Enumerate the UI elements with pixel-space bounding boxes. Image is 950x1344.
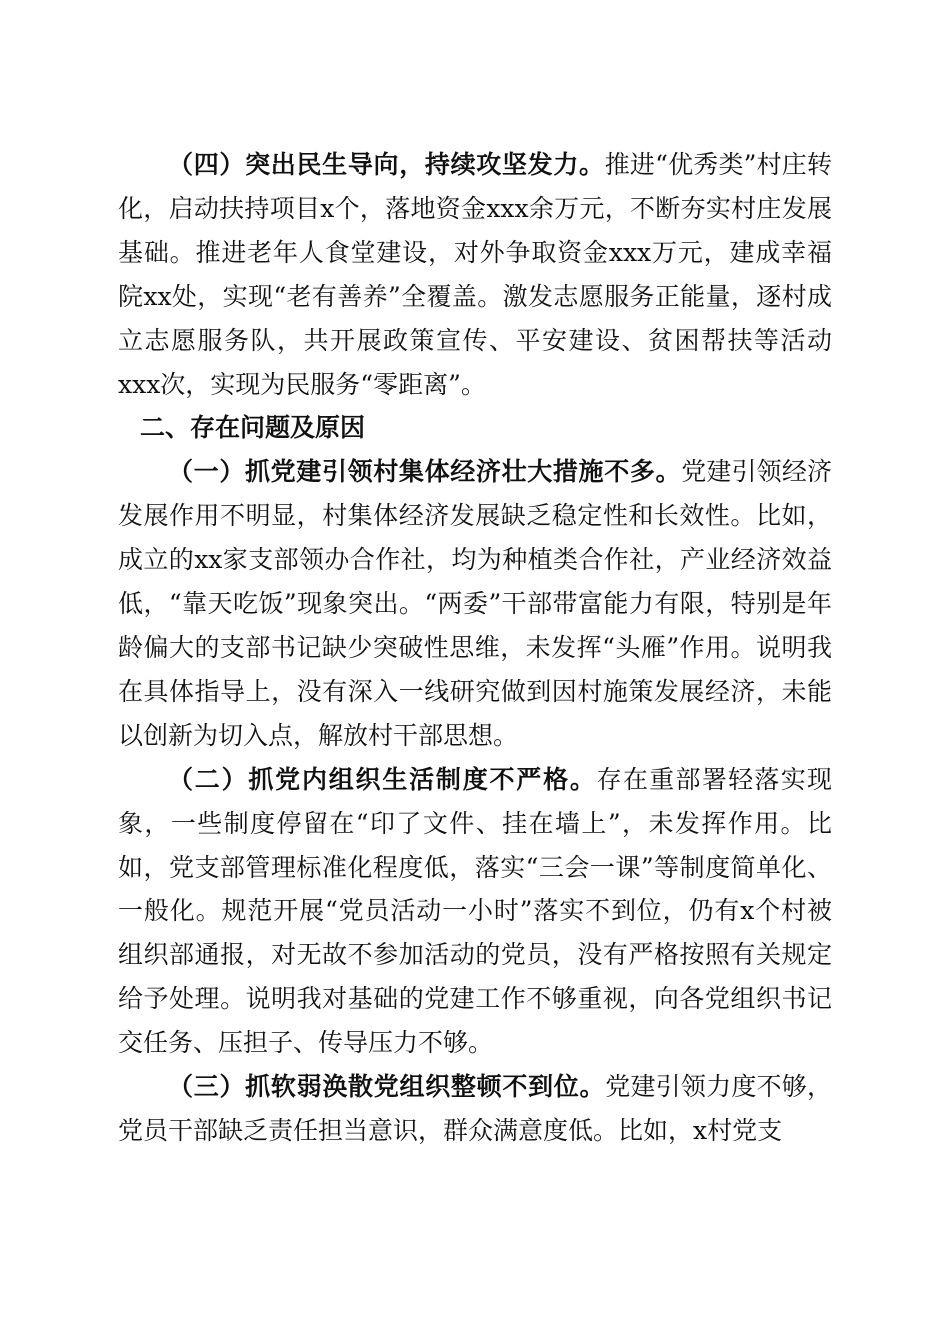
paragraph-body: 存在重部署轻落实现象，一些制度停留在“印了文件、挂在墙上”，未发挥作用。比如，党支部管理标准化程度低，落实“三会一课”等制度简单化、一般化。规范开展“党员活动一小时”落实不到位，仍有x个村被组织部通报，对无故不参加活动的党员，没有严格按照有关规定给予处理。说明我对基础的党建工作不够重视，向各党组织书记交任务、压担子、传导压力不够。: [118, 764, 832, 1058]
section-heading: 二、存在问题及原因: [140, 413, 366, 443]
paragraph-lead: （一）抓党建引领村集体经济壮大措施不多。: [168, 457, 682, 487]
paragraph-lead: （四）突出民生导向，持续攻坚发力。: [168, 150, 605, 179]
paragraph-livelihood: [118, 143, 832, 406]
paragraph-body: 党建引领经济发展作用不明显，村集体经济发展缺乏稳定性和长效性。比如，成立的xx家支部领办合作社，均为种植类合作社，产业经济效益低，“靠天吃饭”现象突出。“两委”干部带富能力有限，特别是年龄偏大的支部书记缺少突破性思维，未发挥“头雁”作用。说明我在具体指导上，没有深入一线研究做到因村施策发展经济，未能以创新为切入点，解放村干部思想。: [118, 457, 832, 750]
paragraph-lead: （二）抓党内组织生活制度不严格。: [168, 764, 597, 794]
paragraph-issue-economy: [118, 450, 832, 757]
document-body: [118, 143, 832, 1153]
paragraph-issue-rectification: [118, 1065, 832, 1153]
paragraph-issue-organization: [118, 758, 832, 1065]
paragraph-body: 党建引领力度不够，党员干部缺乏责任担当意识，群众满意度低。比如，x村党支: [118, 1072, 832, 1145]
paragraph-lead: （三）抓软弱涣散党组织整顿不到位。: [168, 1072, 606, 1102]
paragraph-body: 推进“优秀类”村庄转化，启动扶持项目x个，落地资金xxx余万元，不断夯实村庄发展基础。推进老年人食堂建设，对外争取资金xxx万元，建成幸福院xx处，实现“老有善养”全覆盖。激发志愿服务正能量，逐村成立志愿服务队，共开展政策宣传、平安建设、贫困帮扶等活动xxx次，实现为民服务“零距离”。: [118, 150, 833, 399]
